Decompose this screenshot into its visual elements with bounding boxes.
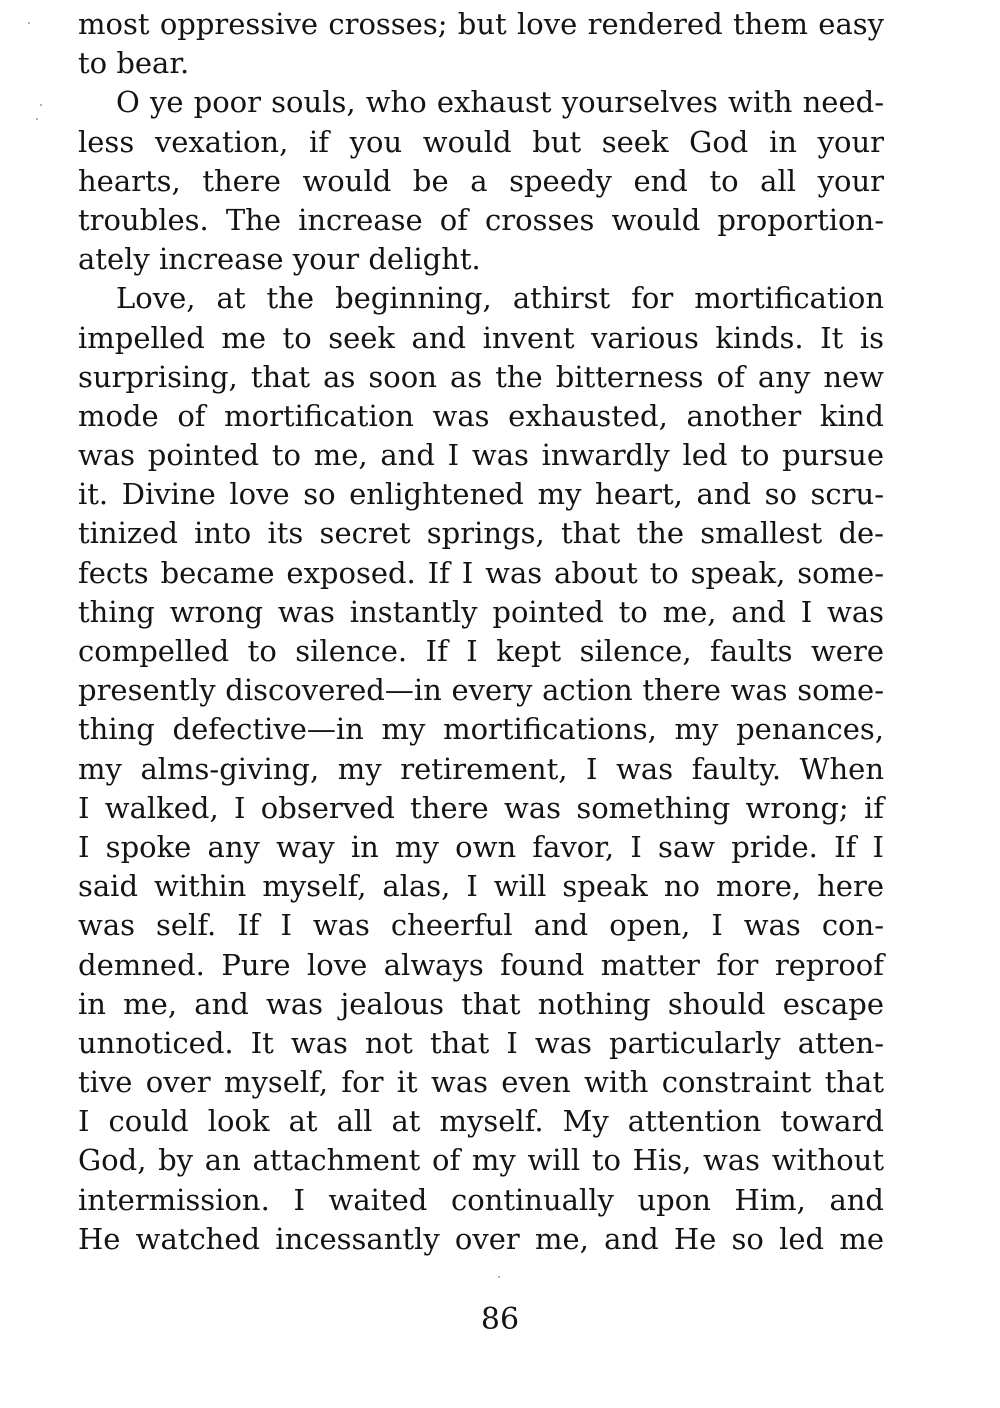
- text-line: tinized into its secret springs, that the smallest de-: [78, 516, 884, 551]
- text-line: I walked, I observed there was something wrong; if: [78, 790, 884, 825]
- text-line: said within myself, alas, I will speak no more, here: [78, 869, 884, 904]
- text-line: presently discovered—in every action there was some-: [78, 673, 884, 708]
- text-line: hearts, there would be a speedy end to all your: [78, 163, 884, 198]
- text-line: demned. Pure love always found matter for reproof: [78, 947, 884, 982]
- text-line: in me, and was jealous that nothing should escape: [78, 986, 884, 1021]
- text-line: impelled me to seek and invent various kinds. It is: [78, 320, 884, 355]
- text-line: troubles. The increase of crosses would proportion-: [78, 202, 884, 237]
- scan-speck: [40, 104, 42, 106]
- text-line: I could look at all at myself. My attention toward: [78, 1104, 884, 1139]
- text-line: to bear.: [78, 46, 190, 81]
- scan-speck: [28, 22, 30, 24]
- text-line: thing defective—in my mortifications, my penances,: [78, 712, 884, 747]
- text-line: compelled to silence. If I kept silence, faults were: [78, 634, 884, 668]
- scan-speck: [498, 1276, 500, 1278]
- text-line: was pointed to me, and I was inwardly led to pursue: [78, 438, 884, 473]
- text-line: intermission. I waited continually upon Him, and: [78, 1182, 884, 1217]
- text-line: Love, at the beginning, athirst for mortification: [116, 281, 884, 316]
- body-text: [78, 5, 884, 1259]
- text-line: I spoke any way in my own favor, I saw pride. If I: [78, 829, 884, 864]
- text-line: fects became exposed. If I was about to speak, some-: [78, 555, 884, 590]
- page-number: 86: [480, 1302, 520, 1337]
- text-line: mode of mortification was exhausted, another kind: [78, 398, 884, 433]
- text-line: tive over myself, for it was even with constraint that: [78, 1065, 884, 1100]
- text-line: He watched incessantly over me, and He so led me: [78, 1221, 884, 1256]
- text-line: unnoticed. It was not that I was particularly atten-: [78, 1025, 884, 1060]
- text-line: was self. If I was cheerful and open, I was con-: [78, 908, 884, 943]
- text-line: my alms-giving, my retirement, I was faulty. When: [78, 751, 884, 786]
- scan-speck: [36, 118, 38, 120]
- text-line: most oppressive crosses; but love rendered them easy: [78, 7, 884, 41]
- text-line: less vexation, if you would but seek God in your: [78, 124, 884, 159]
- text-line: surprising, that as soon as the bitterness of any new: [78, 359, 884, 394]
- text-line: thing wrong was instantly pointed to me, and I was: [78, 594, 884, 629]
- text-line: it. Divine love so enlightened my heart, and so scru-: [78, 477, 884, 512]
- text-line: ately increase your delight.: [78, 242, 481, 277]
- text-line: O ye poor souls, who exhaust yourselves with need-: [116, 85, 884, 120]
- text-line: God, by an attachment of my will to His, was without: [78, 1143, 884, 1178]
